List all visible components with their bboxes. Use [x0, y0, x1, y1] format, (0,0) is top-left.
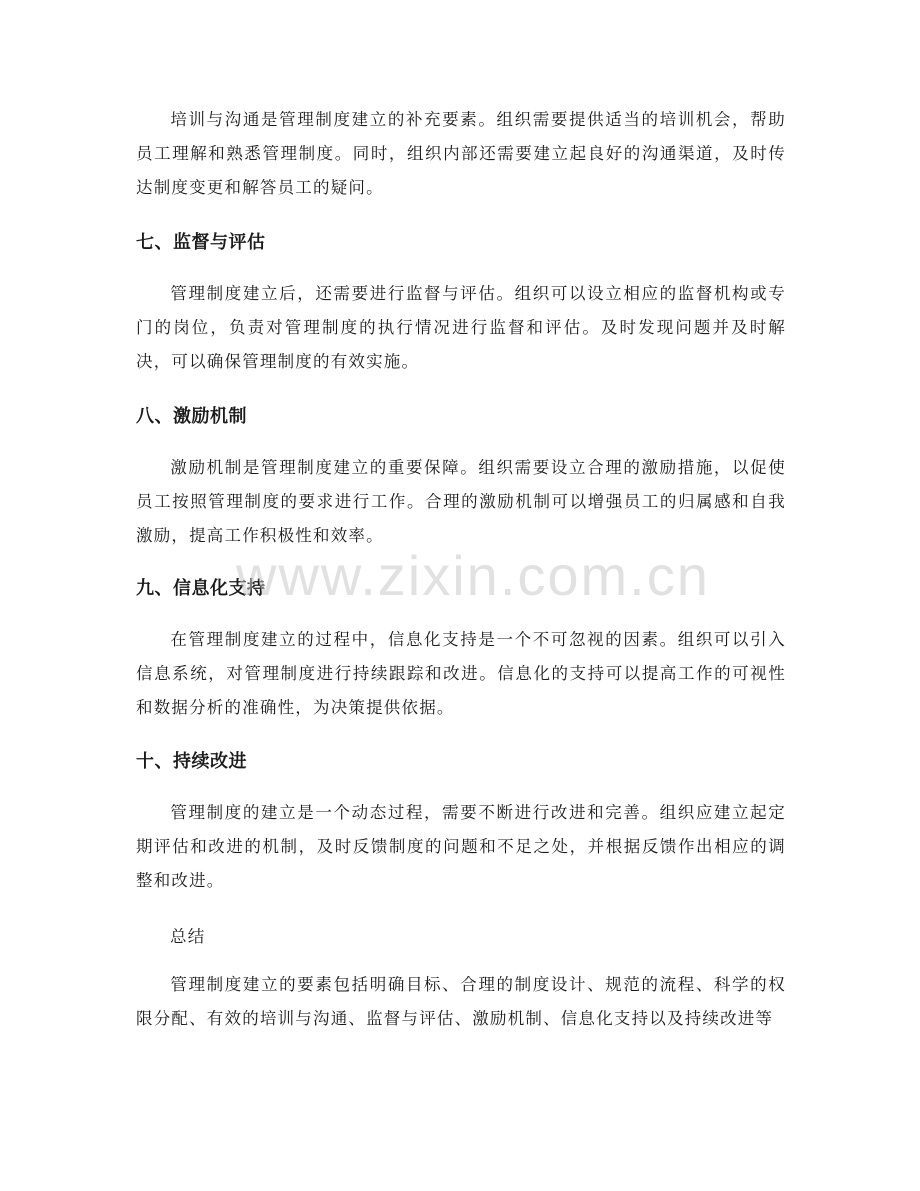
heading-supervision: 七、监督与评估 [136, 232, 266, 253]
paragraph-info [136, 623, 786, 725]
paragraph-supervision [136, 277, 786, 379]
heading-improve: 十、持续改进 [136, 751, 247, 772]
paragraph-supervision-text: 管理制度建立后，还需要进行监督与评估。组织可以设立相应的监督机构或专门的岗位，负责对管理制度的执行情况进行监督和评估。及时发现问题并及时解决，可以确保管理制度的有效实施。 [136, 284, 786, 371]
paragraph-improve-text: 管理制度的建立是一个动态过程，需要不断进行改进和完善。组织应建立起定期评估和改进的机制，及时反馈制度的问题和不足之处，并根据反馈作出相应的调整和改进。 [136, 803, 786, 890]
paragraph-training-text: 培训与沟通是管理制度建立的补充要素。组织需要提供适当的培训机会，帮助员工理解和熟悉管理制度。同时，组织内部还需要建立起良好的沟通渠道，及时传达制度变更和解答员工的疑问。 [136, 110, 786, 197]
paragraph-incentive-text: 激励机制是管理制度建立的重要保障。组织需要设立合理的激励措施，以促使员工按照管理制度的要求进行工作。合理的激励机制可以增强员工的归属感和自我激励，提高工作积极性和效率。 [136, 458, 786, 545]
summary-label: 总结 [170, 927, 206, 946]
paragraph-summary-text: 管理制度建立的要素包括明确目标、合理的制度设计、规范的流程、科学的权限分配、有效的培训与沟通、监督与评估、激励机制、信息化支持以及持续改进等 [136, 975, 786, 1028]
heading-info: 九、信息化支持 [136, 578, 266, 599]
paragraph-summary [136, 968, 786, 1036]
paragraph-info-text: 在管理制度建立的过程中，信息化支持是一个不可忽视的因素。组织可以引入信息系统，对管理制度进行持续跟踪和改进。信息化的支持可以提高工作的可视性和数据分析的准确性，为决策提供依据。 [136, 630, 786, 717]
watermark: www.zixin.com.cn [236, 544, 710, 607]
paragraph-incentive [136, 451, 786, 553]
paragraph-training [136, 103, 786, 205]
paragraph-improve [136, 796, 786, 898]
heading-incentive: 八、激励机制 [136, 406, 247, 427]
